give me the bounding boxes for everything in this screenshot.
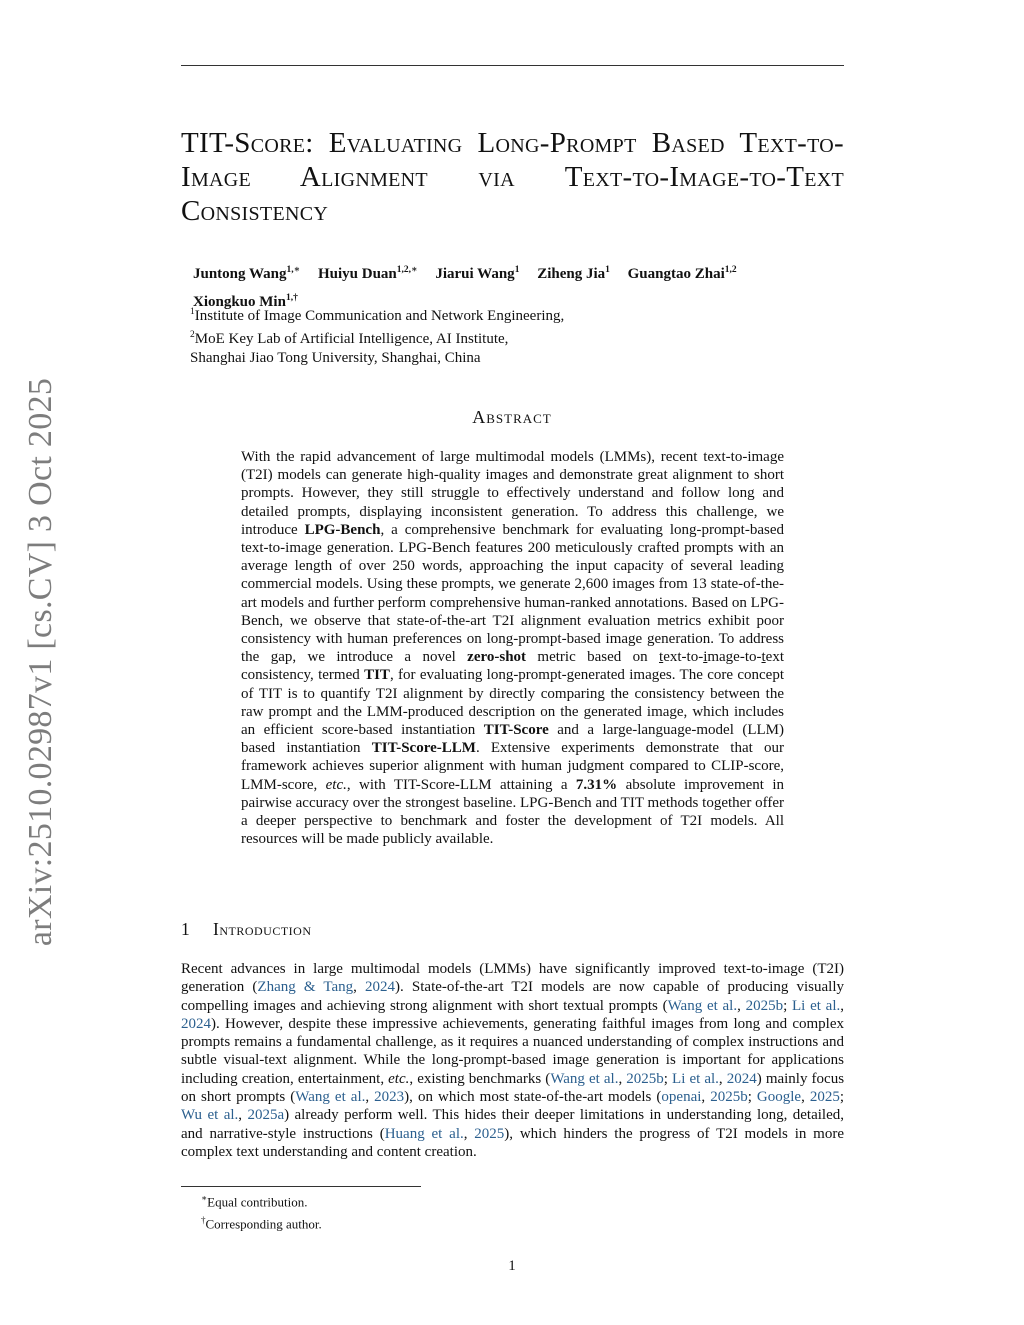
affiliation: $^1$Institute of Image Communication and Network Engineering, [190, 307, 565, 324]
footnotes [201, 1189, 322, 1234]
abstract-body: With the rapid advancement of large multimodal models (LMMs), recent text-to-image (T2I) models can generate high-quality images and demonstrate great alignment to short prompts. However, they still struggle to effectively understand and follow long and detailed prompts, displaying inconsistent generation. To address this challenge, we introduce LPG-Bench, a comprehensive benchmark for evaluating long-prompt-based text-to-image generation. LPG-Bench features 200 meticulously crafted prompts with an average length of over 250 words, approaching the input capacity of several leading commercial models. Using these prompts, we generate 2,600 images from 13 state-of-the-art models and further perform comprehensive human-ranked annotations. Based on LPG-Bench, we observe that state-of-the-art T2I alignment evaluation metrics exhibit poor consistency with human preferences on long-prompt-based image generation. To address the gap, we introduce a novel zero-shot metric based on text-to-image-to-text consistency, termed TIT, for evaluating long-prompt-generated images. The core concept of TIT is to quantify T2I alignment by directly comparing the consistency between the raw prompt and the LMM-produced description on the generated image, which includes an efficient score-based instantiation TIT-Score and a large-language-model (LLM) based instantiation TIT-Score-LLM. Extensive experiments demonstrate that our framework achieves superior alignment with human judgment compared to CLIP-score, LMM-score, etc., with TIT-Score-LLM attaining a 7.31% absolute improvement in pairwise accuracy over the strongest baseline. LPG-Bench and TIT methods together offer a deeper perspective to benchmark and foster the development of T2I models. All resources will be made publicly available. [241, 449, 785, 848]
citation-link[interactable]: 2025 [474, 1125, 505, 1142]
citation-link[interactable]: Zhang & Tang [257, 979, 354, 996]
citation-link[interactable]: Huang et al. [384, 1125, 464, 1142]
citation-link[interactable]: Wu et al. [181, 1107, 239, 1124]
citation-link[interactable]: 2025a [247, 1107, 285, 1124]
footnote: ∗Equal contribution. [201, 1193, 308, 1210]
citation-link[interactable]: 2025 [809, 1089, 840, 1106]
author: Ziheng Jia$^1$ [537, 265, 610, 282]
paper-title: TIT-Score: Evaluating Long-Prompt Based Text-to-Image Alignment via Text-to-Image-to-Text Consistency [181, 127, 844, 227]
affiliation: $^2$MoE Key Lab of Artificial Intelligence, AI Institute, [190, 330, 509, 347]
citation-link[interactable]: Li et al. [672, 1070, 719, 1087]
citation-link[interactable]: 2025b [710, 1089, 748, 1106]
section-heading: 1 Introduction [181, 919, 312, 939]
page-number: 1 [508, 1258, 516, 1274]
citation-link[interactable]: 2025b [745, 997, 784, 1014]
citation-link[interactable]: 2024 [726, 1070, 757, 1087]
citation-link[interactable]: 2024 [365, 979, 396, 996]
citation-link[interactable]: Wang et al. [667, 997, 738, 1014]
citation-link[interactable]: Wang et al. [550, 1070, 619, 1087]
top-rule [181, 65, 844, 66]
footnote-rule [181, 1186, 421, 1187]
affiliation: Shanghai Jiao Tong University, Shanghai, China [190, 350, 481, 366]
abstract-heading: Abstract [472, 407, 552, 427]
affiliations [190, 303, 564, 368]
footnote: †Corresponding author. [201, 1215, 322, 1232]
citation-link[interactable]: Wang et al. [295, 1089, 366, 1106]
citation-link[interactable]: 2023 [374, 1089, 405, 1106]
citation-link[interactable]: 2025b [626, 1070, 664, 1087]
author: Juntong Wang$^{1,∗}$ [193, 265, 301, 282]
author: Guangtao Zhai$^{1,2}$ [627, 265, 737, 282]
author: Xiongkuo Min$^{1,\dagger}$ [193, 293, 298, 310]
author: Jiarui Wang$^1$ [435, 265, 520, 282]
citation-link[interactable]: Google [756, 1089, 802, 1106]
citation-link[interactable]: openai [661, 1089, 702, 1106]
author: Huiyu Duan$^{1,2,∗}$ [317, 265, 418, 282]
introduction-text: Recent advances in large multimodal models (LMMs) have significantly improved text-to-image (T2I) generation (Zhang & Tang, 2024). State-of-the-art T2I models are now capable of producing visually compelling images and achieving strong alignment with short textual prompts (Wang et al., 2025b; Li et al., 2024). However, despite these impressive achievements, generating faithful images from long and complex prompts remains a fundamental challenge, as it requires a nuanced understanding of complex instructions and subtle visual-text alignment. While the long-prompt-based image generation is important for applications including creation, entertainment, etc., existing benchmarks (Wang et al., 2025b; Li et al., 2024) mainly focus on short prompts (Wang et al., 2023), on which most state-of-the-art models (openai, 2025b; Google, 2025; Wu et al., 2025a) already perform well. This hides their deeper limitations in understanding long, detailed, and narrative-style instructions (Huang et al., 2025), which hinders the progress of T2I models in more complex text understanding and content creation. [181, 961, 845, 1160]
citation-link[interactable]: Li et al. [792, 997, 841, 1014]
arxiv-watermark[interactable]: arXiv:2510.02987v1 [cs.CV] 3 Oct 2025 [22, 377, 59, 947]
citation-link[interactable]: 2024 [181, 1015, 211, 1032]
